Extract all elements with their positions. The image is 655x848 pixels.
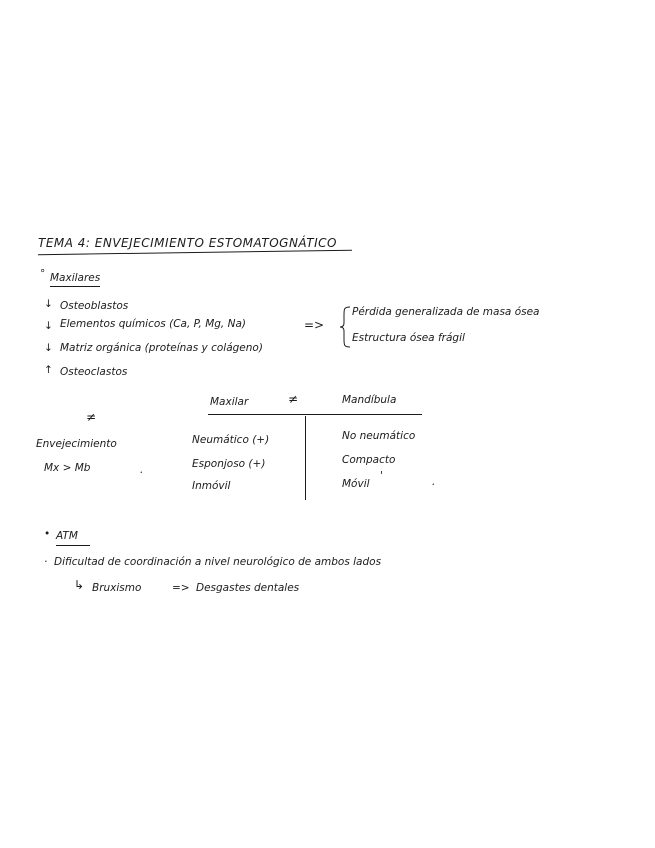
table-header-line <box>208 414 422 415</box>
atm-bullet: • <box>44 528 51 540</box>
maxilar-row-2: Esponjoso (+) <box>192 458 266 470</box>
title-underline <box>38 250 352 255</box>
maxilares-heading: Maxilares <box>50 272 101 284</box>
item-symbol: ↓ <box>44 298 53 310</box>
mandibula-row-3: Móvil <box>342 478 370 490</box>
maxilar-row-3: Inmóvil <box>192 480 231 492</box>
brace-icon <box>338 305 352 349</box>
atm-bruxismo: Bruxismo <box>92 582 142 594</box>
mandibula-row-2: Compacto <box>342 454 396 466</box>
header-mandibula: Mandíbula <box>342 394 397 406</box>
atm-arrow: => <box>172 582 190 594</box>
mandibula-row-1: No neumático <box>342 430 416 442</box>
item-matriz: Matriz orgánica (proteínas y colágeno) <box>60 342 263 354</box>
table-divider <box>305 416 306 500</box>
atm-line-bullet: · <box>44 556 48 568</box>
item-elementos: Elementos químicos (Ca, P, Mg, Na) <box>60 318 246 330</box>
page-title: TEMA 4: ENVEJECIMIENTO ESTOMATOGNÁTICO <box>38 236 337 250</box>
mandibula-mark: ' <box>380 470 383 482</box>
mx-mb-relation: Mx > Mb <box>44 462 91 474</box>
neq-symbol: ≠ <box>86 410 97 424</box>
item-symbol: ↓ <box>44 342 53 354</box>
item-symbol: ↑ <box>44 364 53 376</box>
atm-line-2-prefix: ↳ <box>74 578 85 592</box>
item-osteoclastos: Osteoclastos <box>60 366 128 378</box>
maxilares-underline <box>50 286 100 287</box>
implies-arrow: => <box>304 318 325 332</box>
header-maxilar: Maxilar <box>210 396 249 408</box>
trailing-dot: . <box>432 476 436 488</box>
item-osteoblastos: Osteoblastos <box>60 300 129 312</box>
left-dot: . <box>140 464 144 476</box>
header-neq: ≠ <box>288 392 299 406</box>
result-perdida-masa-osea: Pérdida generalizada de masa ósea <box>352 306 540 318</box>
atm-underline <box>56 545 90 546</box>
maxilares-bullet: ° <box>40 268 46 280</box>
item-symbol: ↓ <box>44 320 53 332</box>
atm-line-1: Dificultad de coordinación a nivel neurológico de ambos lados <box>54 556 382 568</box>
atm-desgastes-dentales: Desgastes dentales <box>196 582 300 594</box>
result-estructura-fragil: Estructura ósea frágil <box>352 332 465 344</box>
atm-heading: ATM <box>56 530 78 542</box>
envejecimiento-label: Envejecimiento <box>36 438 117 450</box>
maxilar-row-1: Neumático (+) <box>192 434 270 446</box>
